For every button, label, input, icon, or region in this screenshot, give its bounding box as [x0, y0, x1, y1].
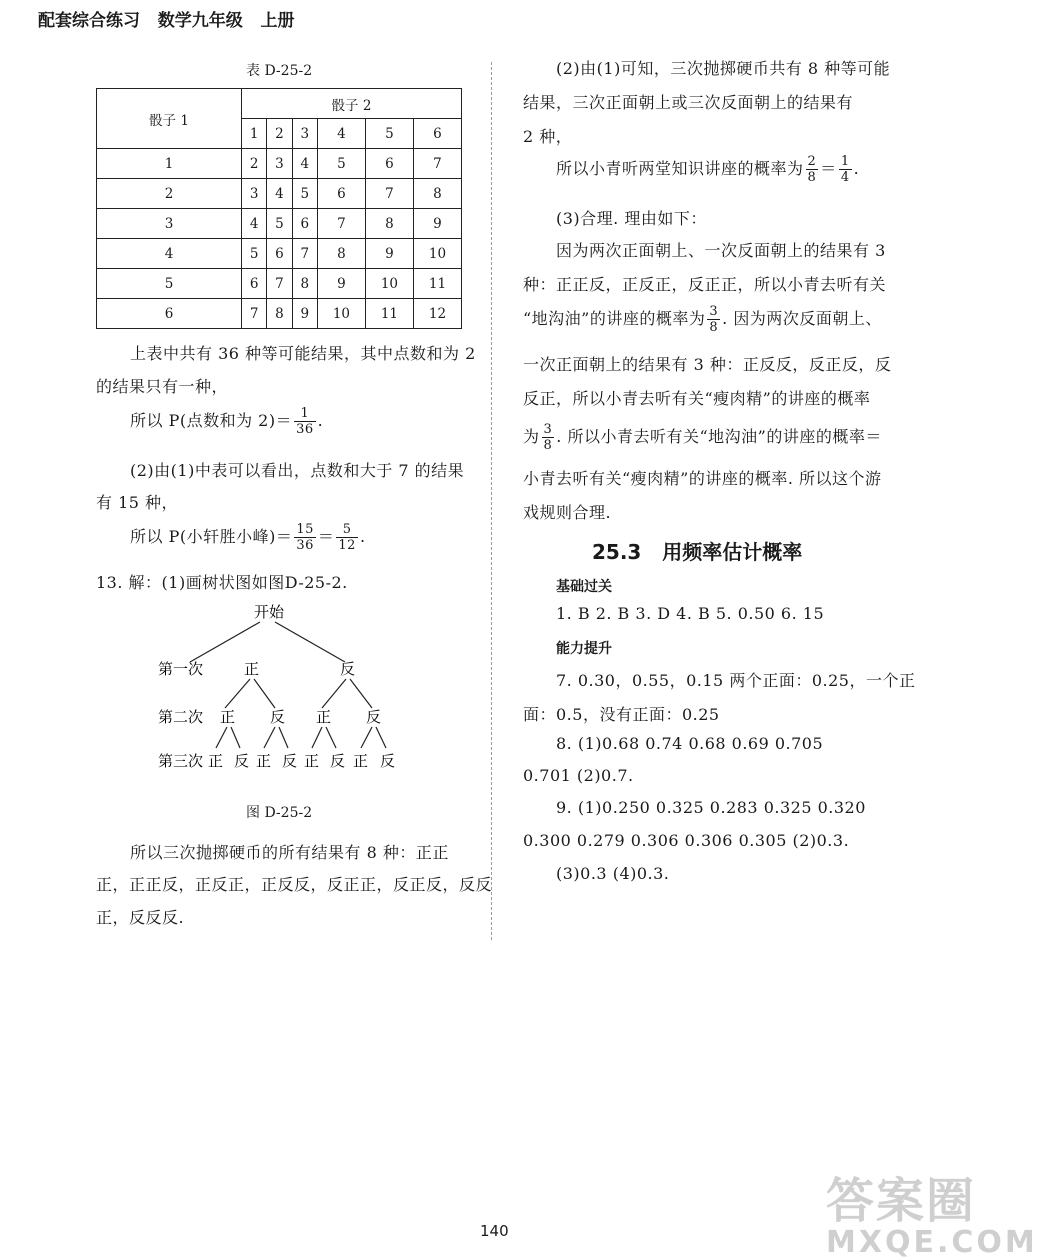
table-cell: 2 [242, 149, 267, 179]
paragraph-line: (2)由(1)可知，三次抛掷硬币共有 8 种等可能 [556, 59, 891, 78]
numerator: 3 [543, 422, 553, 437]
table-cell: 7 [365, 179, 413, 209]
table-cell: 7 [292, 239, 317, 269]
fraction [336, 522, 358, 553]
text-span: . 因为两次反面朝上、 [722, 309, 882, 328]
equation-text: 所以 P(小轩胜小峰)＝ [130, 527, 293, 546]
probability-line [556, 154, 859, 185]
table-cell: 3 [242, 179, 267, 209]
tree-node-front: 正 [353, 752, 369, 770]
fraction [806, 154, 819, 185]
numerator: 3 [709, 304, 719, 319]
page-number: 140 [480, 1222, 509, 1240]
watermark-text: 答案圈 [826, 1173, 977, 1229]
table-cell: 9 [292, 299, 317, 329]
equation-text: ＝ [317, 527, 335, 546]
fraction [707, 304, 720, 335]
table-row [97, 149, 462, 179]
row-header: 6 [97, 299, 242, 329]
paragraph-line [523, 304, 882, 335]
table-cell: 8 [267, 299, 292, 329]
table-cell: 8 [317, 239, 365, 269]
table-row [97, 299, 462, 329]
paragraph-line: 戏规则合理. [523, 503, 612, 522]
column-header: 1 [242, 119, 267, 149]
table-cell: 6 [267, 239, 292, 269]
answer-line: (3)0.3 (4)0.3. [556, 864, 670, 883]
equation-text: 所以小青听两堂知识讲座的概率为 [556, 159, 804, 178]
subsection-heading: 能力提升 [556, 641, 612, 657]
table-row [97, 179, 462, 209]
paragraph-line: (2)由(1)中表可以看出，点数和大于 7 的结果 [130, 461, 465, 480]
table-cell: 5 [267, 209, 292, 239]
paragraph-line: 有 15 种， [96, 493, 179, 512]
paragraph-line: 小青去听有关“瘦肉精”的讲座的概率. 所以这个游 [523, 469, 882, 488]
row-header: 2 [97, 179, 242, 209]
watermark-url: MXQE.COM [826, 1225, 1038, 1260]
answer-line: 0.701 (2)0.7. [523, 766, 634, 785]
fraction [542, 422, 555, 453]
paragraph-line: 13. 解：(1)画树状图如图D-25-2. [96, 573, 348, 592]
tree-level-label: 第一次 [158, 660, 204, 678]
table-cell: 5 [292, 179, 317, 209]
equation-text: . [359, 527, 366, 546]
table-cell: 12 [413, 299, 461, 329]
row-header: 5 [97, 269, 242, 299]
table-cell: 8 [413, 179, 461, 209]
table-cell: 9 [365, 239, 413, 269]
tree-level-label: 第二次 [158, 708, 204, 726]
fraction [294, 522, 316, 553]
paragraph-line: 2 种， [523, 127, 573, 146]
answer-line: 1. B 2. B 3. D 4. B 5. 0.50 6. 15 [556, 604, 825, 623]
table-cell: 3 [267, 149, 292, 179]
numerator: 1 [840, 154, 850, 169]
denominator: 8 [807, 170, 817, 185]
table-row [97, 209, 462, 239]
tree-node-back: 反 [282, 752, 298, 770]
paragraph-line: (3)合理. 理由如下： [556, 209, 707, 228]
table-cell: 10 [317, 299, 365, 329]
equation-text: 所以 P(点数和为 2)＝ [130, 411, 293, 430]
table-cell: 5 [242, 239, 267, 269]
tree-node-front: 正 [256, 752, 272, 770]
table-cell: 8 [365, 209, 413, 239]
table-row [97, 269, 462, 299]
equation-text: ＝ [820, 159, 837, 178]
subsection-heading: 基础过关 [556, 579, 612, 595]
tree-node-back: 反 [330, 752, 346, 770]
table-cell: 6 [292, 209, 317, 239]
tree-node-front: 正 [208, 752, 224, 770]
column-header: 3 [292, 119, 317, 149]
tree-node-back: 反 [340, 660, 356, 678]
text-span: . 所以小青去听有关“地沟油”的讲座的概率＝ [556, 427, 882, 446]
table-cell: 11 [413, 269, 461, 299]
paragraph-line: 因为两次正面朝上、一次反面朝上的结果有 3 [556, 241, 886, 260]
table-cell: 8 [292, 269, 317, 299]
table-cell: 11 [365, 299, 413, 329]
section-title: 25.3 用频率估计概率 [592, 540, 803, 564]
tree-node-back: 反 [366, 708, 382, 726]
table-caption: 表 D-25-2 [246, 63, 313, 79]
answer-line: 8. (1)0.68 0.74 0.68 0.69 0.705 [556, 734, 824, 753]
tree-node-front: 正 [220, 708, 236, 726]
tree-root-node: 开始 [254, 603, 285, 621]
table-cell: 9 [413, 209, 461, 239]
denominator: 4 [840, 170, 850, 185]
coin-tree-diagram [150, 596, 470, 776]
paragraph-line [523, 422, 882, 453]
paragraph-line: 正，正正反，正反正，正反反，反正正，反正反，反反 [96, 875, 493, 894]
denominator: 36 [296, 422, 314, 437]
table-cell: 6 [365, 149, 413, 179]
table-cell: 7 [267, 269, 292, 299]
table-cell: 4 [292, 149, 317, 179]
denominator: 8 [543, 438, 553, 453]
table-cell: 10 [365, 269, 413, 299]
probability-line [130, 406, 323, 437]
table-cell: 10 [413, 239, 461, 269]
paragraph-line: 结果，三次正面朝上或三次反面朝上的结果有 [523, 93, 854, 112]
answer-line: 7. 0.30，0.55，0.15 两个正面：0.25，一个正 [556, 671, 916, 690]
row-header: 3 [97, 209, 242, 239]
row-header: 1 [97, 149, 242, 179]
answer-line: 面：0.5，没有正面：0.25 [523, 705, 720, 724]
numerator: 5 [336, 522, 358, 538]
paragraph-line: 上表中共有 36 种等可能结果，其中点数和为 2 [130, 344, 476, 363]
tree-node-front: 正 [244, 660, 260, 678]
dice-sum-table [96, 88, 462, 329]
fraction [294, 406, 316, 437]
table-row [97, 239, 462, 269]
running-header: 配套综合练习 数学九年级 上册 [38, 11, 295, 31]
row-header: 4 [97, 239, 242, 269]
denominator: 36 [296, 538, 314, 553]
watermark-logo [826, 1162, 1038, 1260]
tree-node-front: 正 [316, 708, 332, 726]
table-cell: 6 [242, 269, 267, 299]
column-header: 5 [365, 119, 413, 149]
fraction [839, 154, 852, 185]
denominator: 12 [338, 538, 356, 553]
tree-node-back: 反 [234, 752, 250, 770]
denominator: 8 [709, 320, 719, 335]
paragraph-line: 反正，所以小青去听有关“瘦肉精”的讲座的概率 [523, 389, 871, 408]
table-cell: 6 [317, 179, 365, 209]
text-span: “地沟油”的讲座的概率为 [523, 309, 706, 328]
tree-node-back: 反 [270, 708, 286, 726]
column-header: 6 [413, 119, 461, 149]
table-row [97, 89, 462, 119]
numerator: 1 [294, 406, 316, 422]
equation-text: . [317, 411, 324, 430]
tree-branches [190, 622, 386, 748]
column-group-header: 骰子 2 [242, 89, 462, 119]
column-header: 4 [317, 119, 365, 149]
text-span: 为 [523, 427, 540, 446]
answer-line: 0.300 0.279 0.306 0.306 0.305 (2)0.3. [523, 831, 850, 850]
paragraph-line: 一次正面朝上的结果有 3 种：正反反，反正反，反 [523, 355, 892, 374]
paragraph-line: 所以三次抛掷硬币的所有结果有 8 种：正正 [130, 843, 449, 862]
table-cell: 9 [317, 269, 365, 299]
numerator: 2 [807, 154, 817, 169]
paragraph-line: 的结果只有一种， [96, 377, 229, 396]
column-header: 2 [267, 119, 292, 149]
probability-line [130, 522, 366, 553]
table-cell: 7 [413, 149, 461, 179]
table-cell: 4 [242, 209, 267, 239]
table-cell: 7 [242, 299, 267, 329]
tree-node-front: 正 [304, 752, 320, 770]
paragraph-line: 种：正正反，正反正，反正正，所以小青去听有关 [523, 275, 887, 294]
table-cell: 5 [317, 149, 365, 179]
figure-caption: 图 D-25-2 [246, 805, 313, 821]
tree-node-back: 反 [380, 752, 396, 770]
table-cell: 7 [317, 209, 365, 239]
table-cell: 4 [267, 179, 292, 209]
column-divider [491, 62, 492, 940]
tree-level-label: 第三次 [158, 752, 204, 770]
paragraph-line: 正，反反反. [96, 908, 185, 927]
row-group-header: 骰子 1 [97, 89, 242, 149]
equation-text: . [853, 159, 860, 178]
numerator: 15 [296, 522, 314, 537]
answer-line: 9. (1)0.250 0.325 0.283 0.325 0.320 [556, 798, 866, 817]
